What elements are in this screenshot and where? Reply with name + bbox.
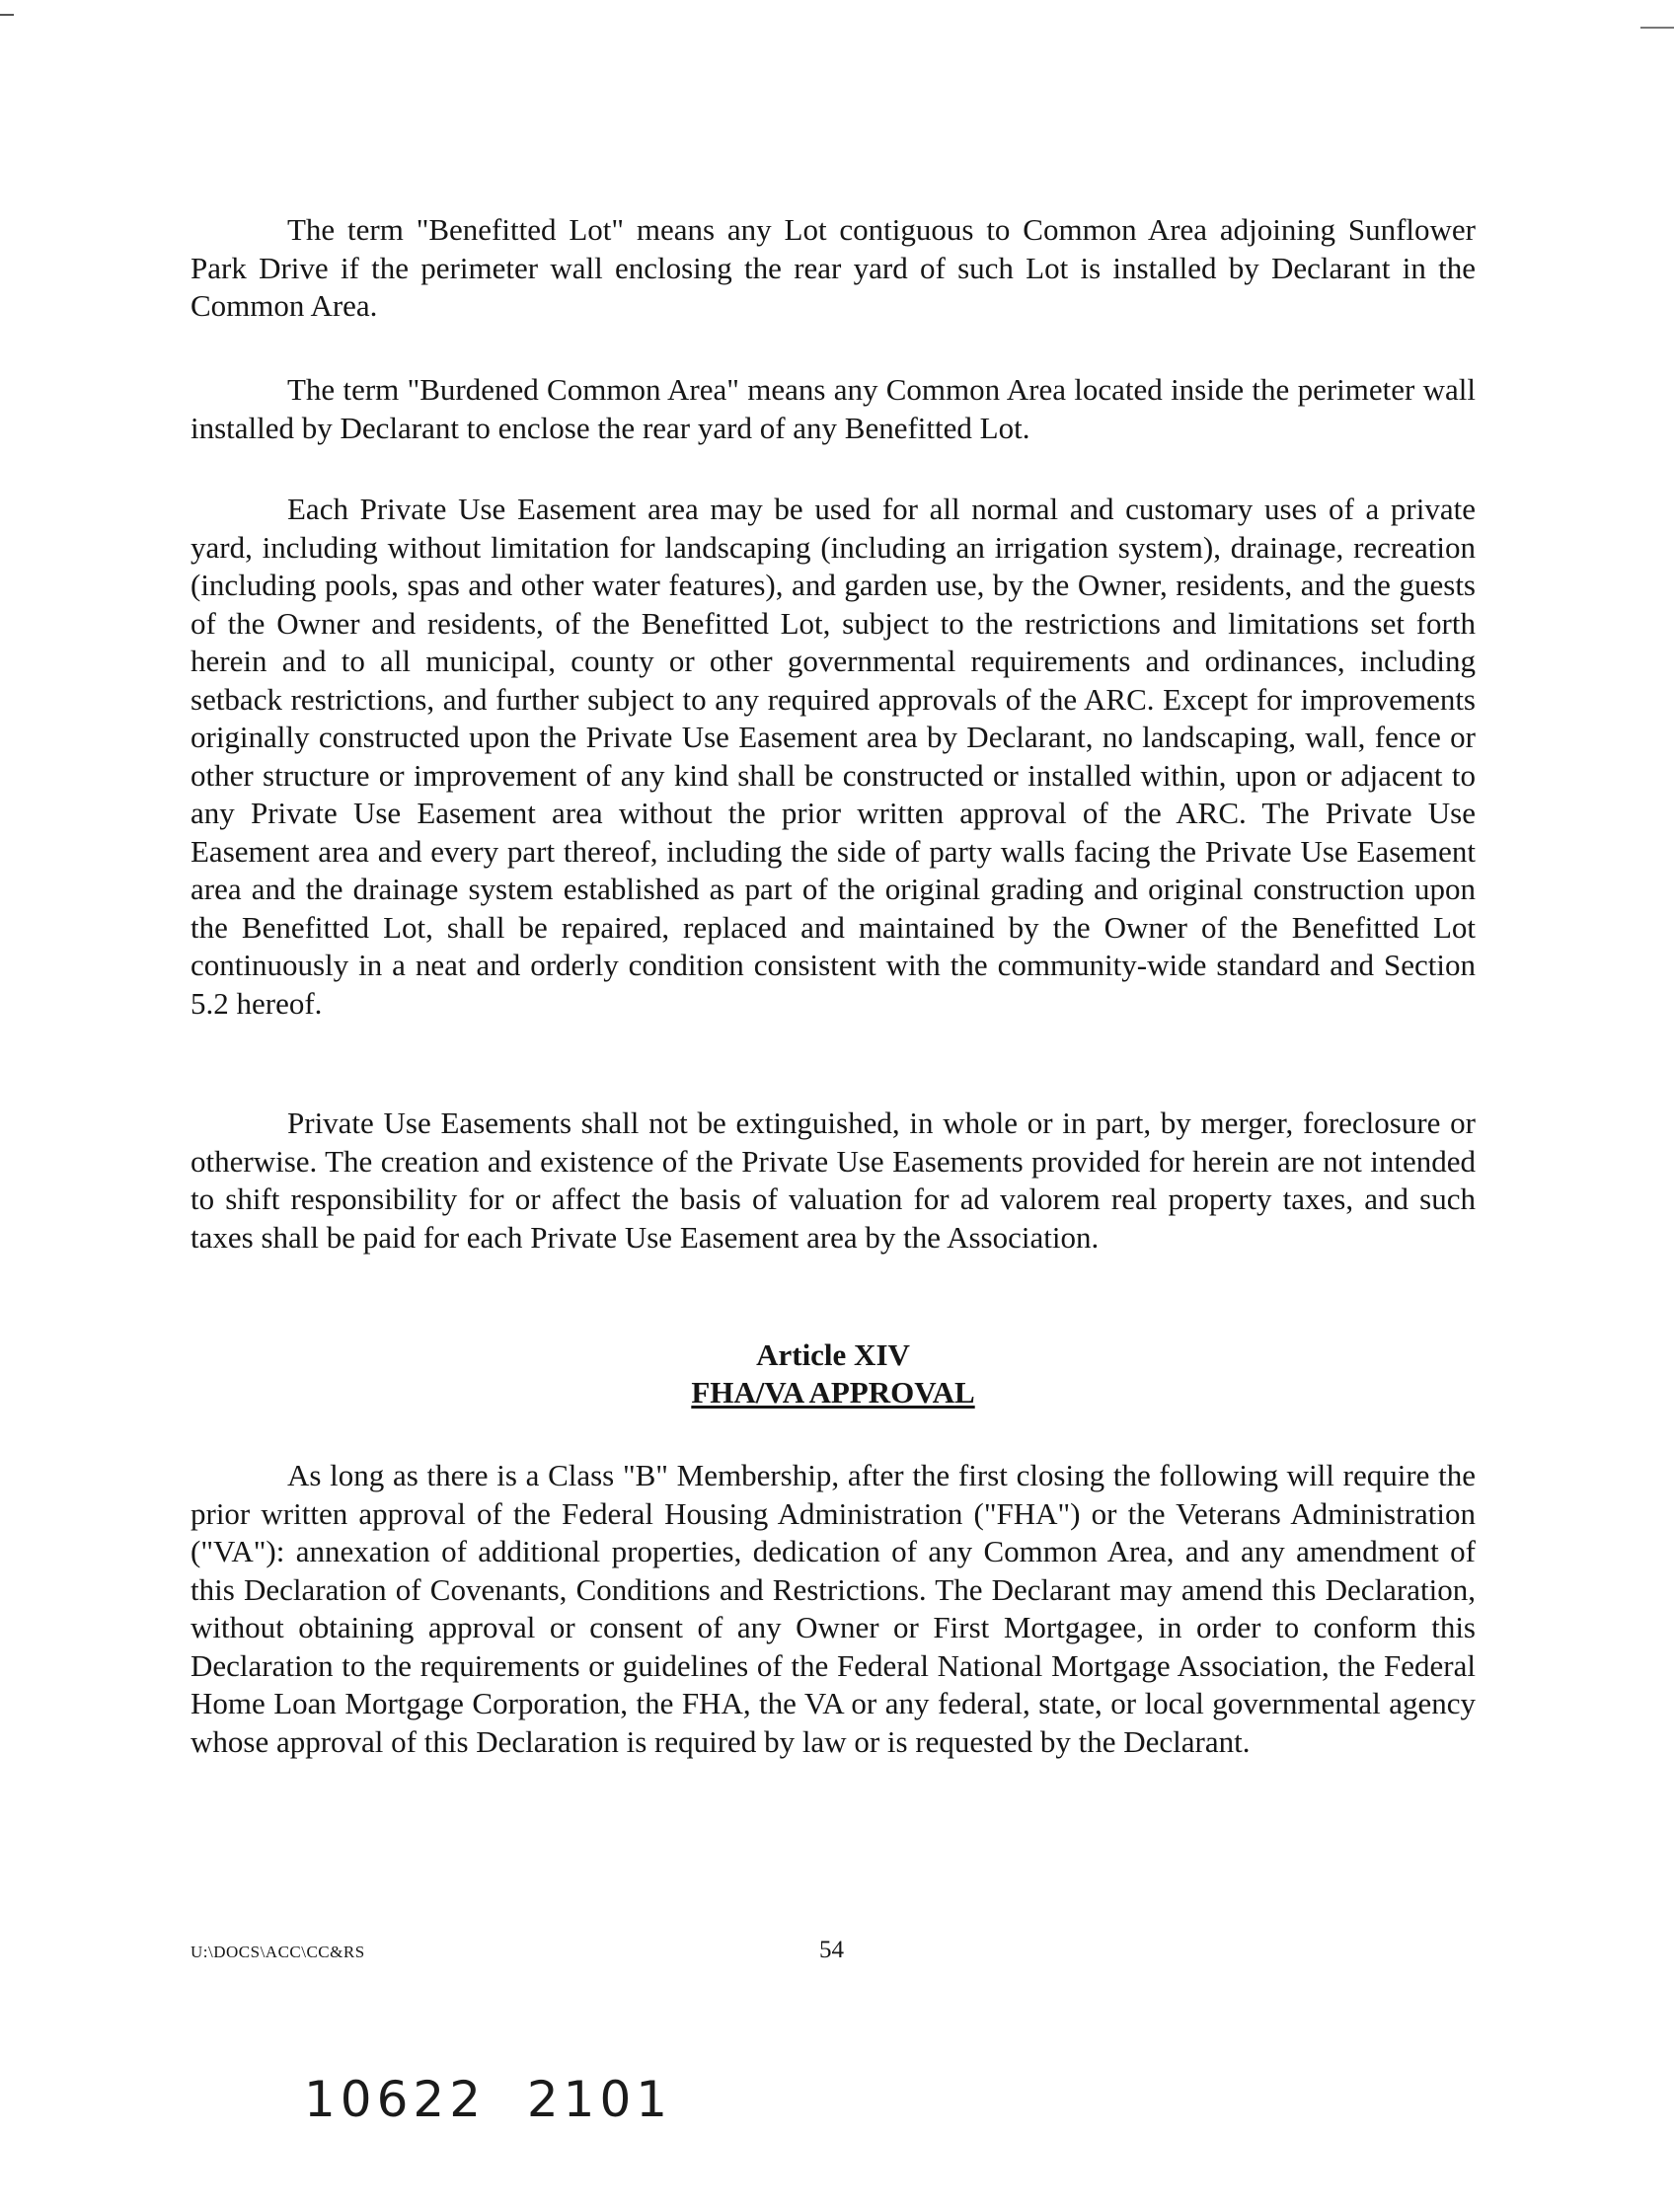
page-number: 54 bbox=[819, 1937, 844, 1963]
article-heading bbox=[190, 1336, 1476, 1411]
footer-file-path: U:\DOCS\ACC\CC&RS bbox=[190, 1943, 365, 1961]
article-subtitle: FHA/VA APPROVAL bbox=[691, 1375, 975, 1410]
recording-stamp-number: 10622 2101 bbox=[304, 2071, 673, 2128]
paragraph-private-use-easement-uses: Each Private Use Easement area may be used for all normal and customary uses of a private yard, including without limitation for landscaping (including an irrigation system), drainage, recreation (including pools, spas and other water features), and garden use, by the Owner, residents, and the guests of the Owner and residents, of the Benefitted Lot, subject to the restrictions and limitations set forth herein and to all municipal, county or other governmental requirements and ordinances, including setback restrictions, and further subject to any required approvals of the ARC. Except for improvements originally constructed upon the Private Use Easement area by Declarant, no landscaping, wall, fence or other structure or improvement of any kind shall be constructed or installed within, upon or adjacent to any Private Use Easement area without the prior written approval of the ARC. The Private Use Easement area and every part thereof, including the side of party walls facing the Private Use Easement area and the drainage system established as part of the original grading and original construction upon the Benefitted Lot, shall be repaired, replaced and maintained by the Owner of the Benefitted Lot continuously in a neat and orderly condition consistent with the community-wide standard and Section 5.2 hereof. bbox=[190, 492, 1476, 1021]
paragraph-burdened-common-area-definition: The term "Burdened Common Area" means any Common Area located inside the perimeter wall installed by Declarant to enclose the rear yard of any Benefitted Lot. bbox=[190, 372, 1476, 445]
paragraph-easements-not-extinguished: Private Use Easements shall not be extinguished, in whole or in part, by merger, foreclosure or otherwise. The creation and existence of the Private Use Easements provided for herein are not intended to shift responsibility for or affect the basis of valuation for ad valorem real property taxes, and such taxes shall be paid for each Private Use Easement area by the Association. bbox=[190, 1106, 1476, 1255]
paragraph-benefitted-lot-definition: The term "Benefitted Lot" means any Lot contiguous to Common Area adjoining Sunflower Park Drive if the perimeter wall enclosing the rear yard of such Lot is installed by Declarant in the Common Area. bbox=[190, 212, 1476, 323]
article-title: Article XIV bbox=[756, 1337, 910, 1372]
paragraph-fha-va-approval: As long as there is a Class "B" Membership, after the first closing the following will require the prior written approval of the Federal Housing Administration ("FHA") or the Veterans Administration ("VA"): annexation of additional properties, dedication of any Common Area, and any amendment of this Declaration of Covenants, Conditions and Restrictions. The Declarant may amend this Declaration, without obtaining approval or consent of any Owner or First Mortgagee, in order to conform this Declaration to the requirements or guidelines of the Federal National Mortgage Association, the Federal Home Loan Mortgage Corporation, the FHA, the VA or any federal, state, or local governmental agency whose approval of this Declaration is required by law or is requested by the Declarant. bbox=[190, 1458, 1476, 1759]
scan-corner-mark-right bbox=[1640, 27, 1674, 29]
scan-corner-mark-left bbox=[0, 14, 14, 16]
